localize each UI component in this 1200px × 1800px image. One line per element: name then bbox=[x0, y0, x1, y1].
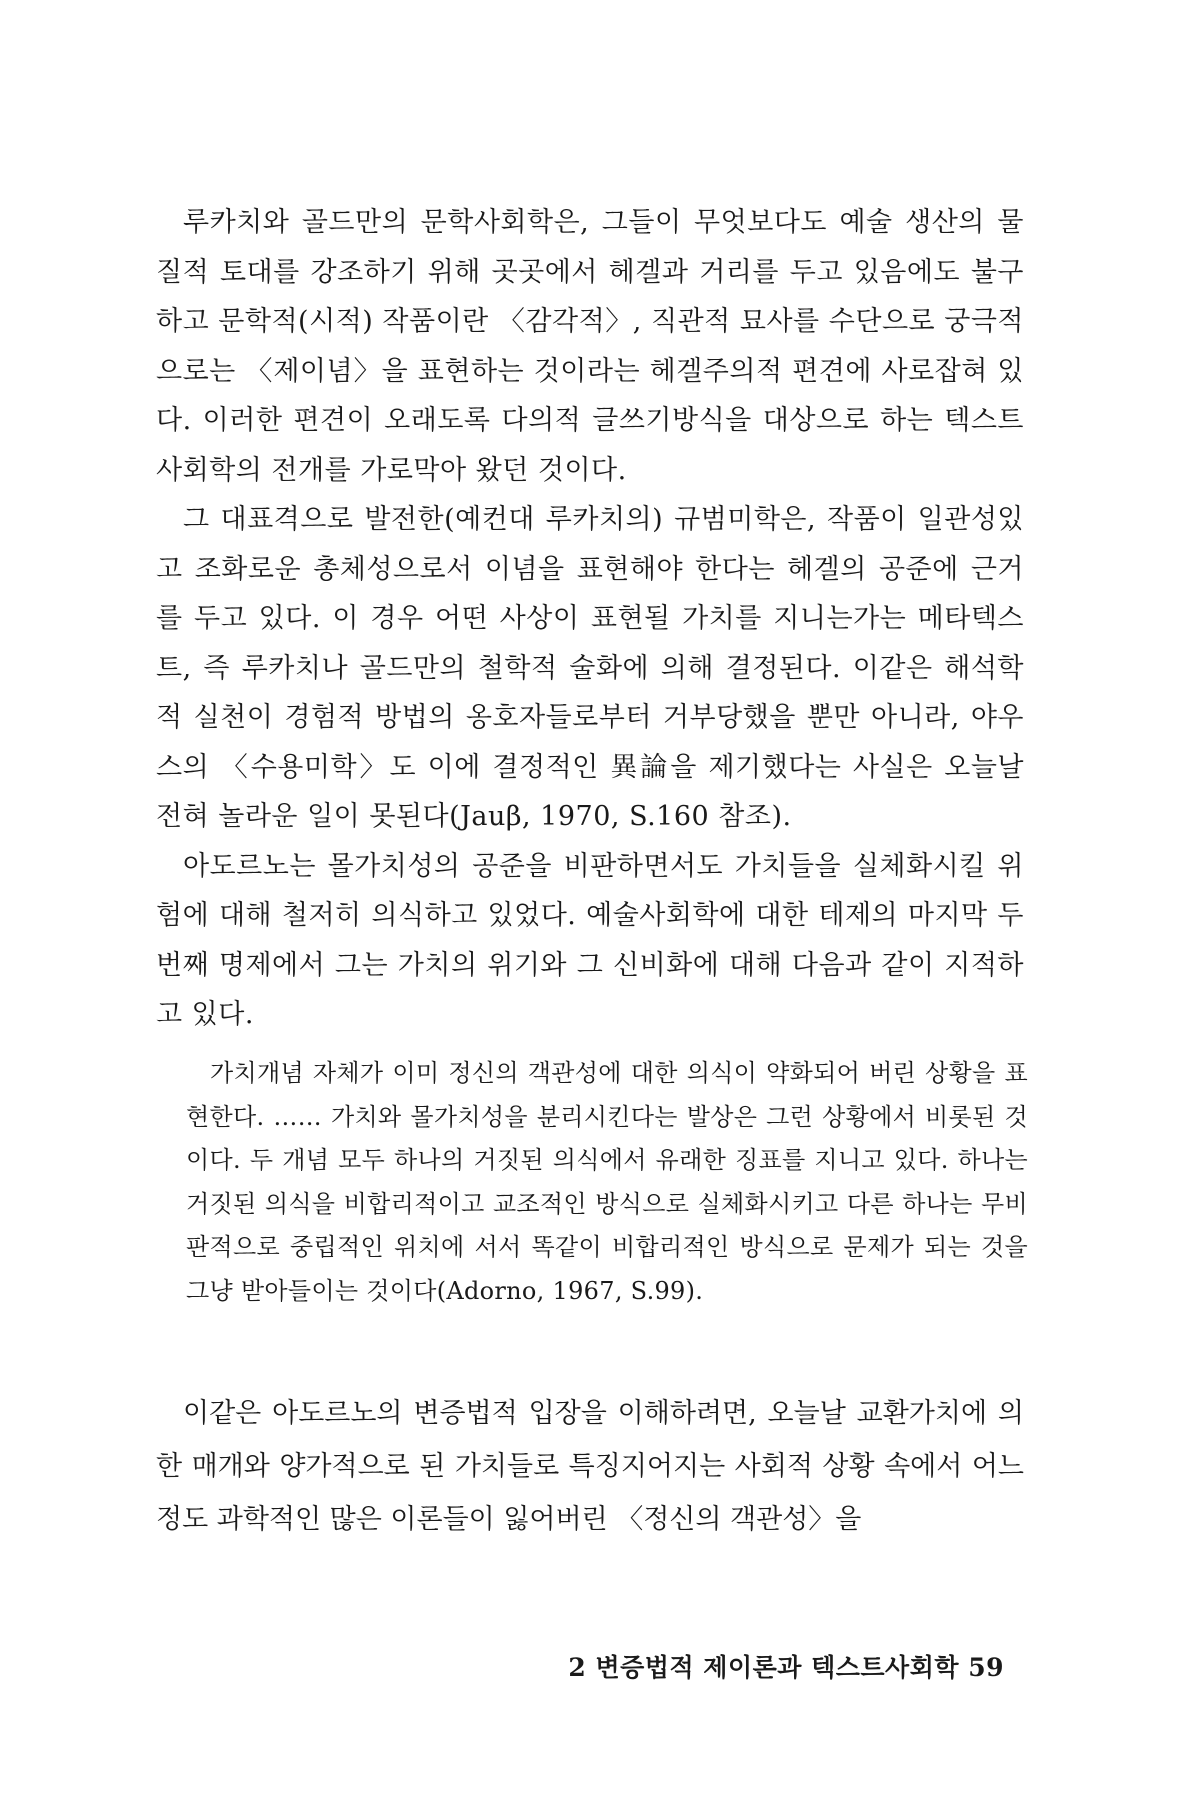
main-text-block bbox=[156, 198, 1024, 1040]
running-footer: 2 변증법적 제이론과 텍스트사회학 59 bbox=[568, 1653, 1004, 1682]
paragraph-2: 그 대표격으로 발전한(예컨대 루카치의) 규범미학은, 작품이 일관성있고 조화로운 총체성으로서 이념을 표현해야 한다는 헤겔의 공준에 근거를 두고 있다. 이 경우 어떤 사상이 표현될 가치를 지니는가는 메타텍스트, 즉 루카치나 골드만의 철학적 술화에 의해 결정된다. 이같은 해석학적 실천이 경험적 방법의 옹호자들로부터 거부당했을 뿐만 아니라, 야우스의 〈수용미학〉도 이에 결정적인 異論을 제기했다는 사실은 오늘날 전혀 놀라운 일이 못된다(Jauβ, 1970, S.160 참조). bbox=[156, 504, 1024, 832]
paragraph-3: 아도르노는 몰가치성의 공준을 비판하면서도 가치들을 실체화시킬 위험에 대해 철저히 의식하고 있었다. 예술사회학에 대한 테제의 마지막 두번째 명제에서 그는 가치의 위기와 그 신비화에 대해 다음과 같이 지적하고 있다. bbox=[156, 850, 1024, 1030]
quote-text: 가치개념 자체가 이미 정신의 객관성에 대한 의식이 약화되어 버린 상황을 표현한다. …… 가치와 몰가치성을 분리시킨다는 발상은 그런 상황에서 비롯된 것이다. 두 개념 모두 하나의 거짓된 의식에서 유래한 징표를 지니고 있다. 하나는 거짓된 의식을 비합리적이고 교조적인 방식으로 실체화시키고 다른 하나는 무비판적으로 중립적인 위치에 서서 똑같이 비합리적인 방식으로 문제가 되는 것을 그냥 받아들이는 것이다(Adorno, 1967, S.99). bbox=[186, 1059, 1028, 1305]
paragraph-1: 루카치와 골드만의 문학사회학은, 그들이 무엇보다도 예술 생산의 물질적 토대를 강조하기 위해 곳곳에서 헤겔과 거리를 두고 있음에도 불구하고 문학적(시적) 작품이란 〈감각적〉, 직관적 묘사를 수단으로 궁극적으로는 〈제이념〉을 표현하는 것이라는 헤겔주의적 편견에 사로잡혀 있다. 이러한 편견이 오래도록 다의적 글쓰기방식을 대상으로 하는 텍스트사회학의 전개를 가로막아 왔던 것이다. bbox=[156, 207, 1024, 486]
continuation-block bbox=[156, 1387, 1024, 1546]
block-quote bbox=[186, 1052, 1028, 1313]
paragraph-4: 이같은 아도르노의 변증법적 입장을 이해하려면, 오늘날 교환가치에 의한 매개와 양가적으로 된 가치들로 특징지어지는 사회적 상황 속에서 어느 정도 과학적인 많은 이론들이 잃어버린 〈정신의 객관성〉을 bbox=[156, 1398, 1024, 1535]
